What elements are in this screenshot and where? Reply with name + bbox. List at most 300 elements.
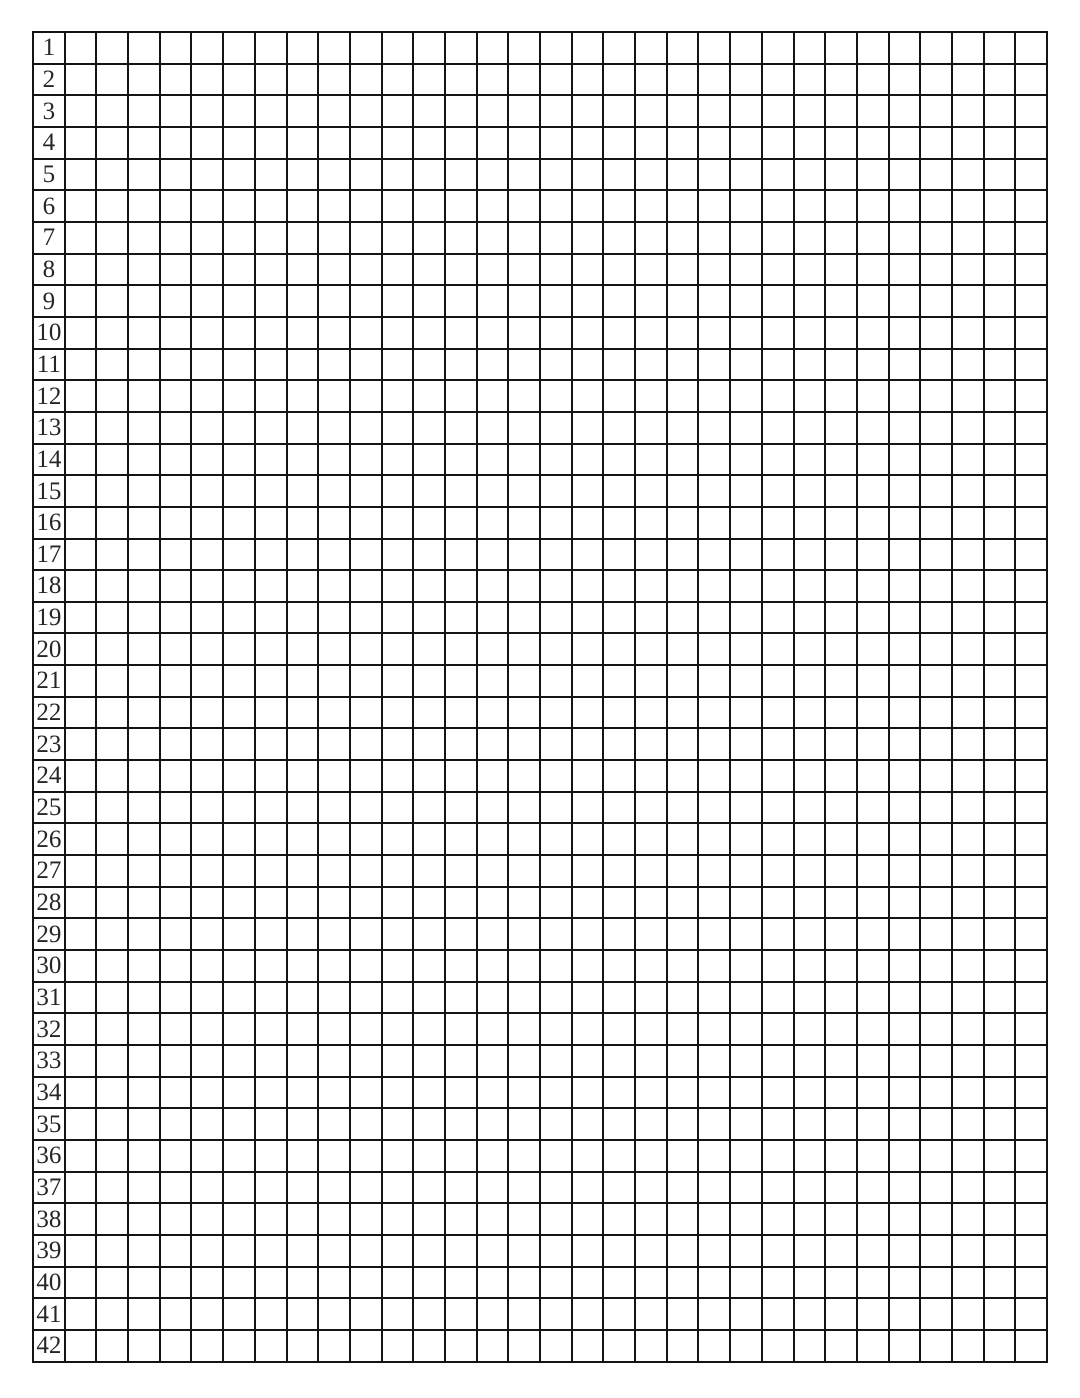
grid-cell [445,285,477,317]
grid-cell [603,317,635,349]
grid-cell [825,760,857,792]
grid-cell [96,95,128,127]
grid-cell [635,380,667,412]
grid-cell [984,855,1016,887]
grid-cell [952,507,984,539]
grid-cell [540,760,572,792]
grid-cell [635,222,667,254]
grid-cell [540,1108,572,1140]
grid-cell [413,159,445,191]
grid-cell [857,64,889,96]
grid-cell [508,823,540,855]
grid-cell [667,1172,699,1204]
grid-cell [825,570,857,602]
grid-cell [128,317,160,349]
grid-cell [603,697,635,729]
grid-cell [762,982,794,1014]
grid-cell [889,1267,921,1299]
grid-cell [318,222,350,254]
grid-cell [65,254,97,286]
grid-cell [603,823,635,855]
grid-cell [667,855,699,887]
grid-cell [984,1203,1016,1235]
grid-cell [889,633,921,665]
grid-cell [128,380,160,412]
grid-cell [160,855,192,887]
grid-cell [508,254,540,286]
grid-cell [287,982,319,1014]
grid-cell [540,950,572,982]
grid-cell [445,602,477,634]
grid-cell [382,982,414,1014]
grid-cell [889,728,921,760]
grid-cell [445,1045,477,1077]
grid-cell [508,190,540,222]
grid-cell [191,570,223,602]
grid-cell [540,475,572,507]
grid-cell [857,823,889,855]
grid-cell [730,32,762,64]
grid-cell [223,1077,255,1109]
grid-cell [952,159,984,191]
grid-cell [857,792,889,824]
grid-cell [1015,190,1047,222]
grid-row [33,127,1047,159]
grid-cell [191,95,223,127]
grid-cell [857,95,889,127]
grid-cell [920,1330,952,1362]
grid-cell [382,887,414,919]
grid-cell [920,349,952,381]
grid-cell [350,1203,382,1235]
grid-cell [1015,127,1047,159]
grid-cell [794,64,826,96]
grid-cell [508,918,540,950]
grid-cell [191,349,223,381]
grid-cell [128,1045,160,1077]
grid-cell [635,633,667,665]
grid-cell [350,507,382,539]
grid-cell [65,823,97,855]
grid-cell [160,887,192,919]
grid-cell [160,1013,192,1045]
grid-cell [191,1235,223,1267]
grid-cell [857,539,889,571]
grid-cell [65,633,97,665]
grid-cell [762,1330,794,1362]
grid-cell [318,1235,350,1267]
grid-cell [318,1013,350,1045]
grid-cell [160,570,192,602]
grid-cell [540,665,572,697]
grid-cell [635,1077,667,1109]
grid-cell [382,1298,414,1330]
grid-cell [572,380,604,412]
grid-cell [191,633,223,665]
grid-cell [667,633,699,665]
grid-cell [128,1267,160,1299]
row-number-cell: 18 [33,570,65,602]
grid-cell [603,1330,635,1362]
grid-cell [477,412,509,444]
grid-cell [857,1298,889,1330]
row-number-cell: 35 [33,1108,65,1140]
grid-cell [889,823,921,855]
grid-cell [96,539,128,571]
grid-cell [1015,602,1047,634]
grid-cell [730,1045,762,1077]
grid-cell [160,1077,192,1109]
row-number-cell: 39 [33,1235,65,1267]
grid-cell [603,950,635,982]
grid-cell [889,349,921,381]
grid-cell [572,1172,604,1204]
row-number-cell: 38 [33,1203,65,1235]
grid-cell [160,475,192,507]
grid-cell [603,665,635,697]
grid-cell [191,222,223,254]
grid-cell [445,32,477,64]
grid-cell [984,1108,1016,1140]
grid-cell [287,1235,319,1267]
grid-cell [572,1045,604,1077]
grid-cell [382,633,414,665]
grid-cell [889,1330,921,1362]
grid-cell [191,982,223,1014]
grid-cell [128,760,160,792]
grid-cell [96,823,128,855]
grid-cell [477,254,509,286]
grid-cell [794,665,826,697]
grid-cell [318,254,350,286]
grid-cell [984,254,1016,286]
grid-cell [508,887,540,919]
grid-cell [730,760,762,792]
grid-cell [413,285,445,317]
grid-cell [413,1108,445,1140]
row-number-cell: 13 [33,412,65,444]
grid-cell [540,792,572,824]
grid-cell [762,190,794,222]
grid-cell [667,64,699,96]
grid-cell [920,444,952,476]
grid-cell [1015,697,1047,729]
row-number-cell: 30 [33,950,65,982]
grid-cell [730,697,762,729]
grid-cell [857,127,889,159]
grid-cell [160,950,192,982]
grid-cell [508,760,540,792]
grid-cell [445,1203,477,1235]
grid-cell [920,1140,952,1172]
grid-cell [762,127,794,159]
grid-cell [635,285,667,317]
grid-cell [160,32,192,64]
grid-cell [508,1298,540,1330]
grid-cell [825,412,857,444]
grid-cell [191,1203,223,1235]
grid-cell [382,32,414,64]
grid-row [33,1235,1047,1267]
grid-cell [952,1298,984,1330]
grid-cell [65,64,97,96]
grid-cell [762,380,794,412]
grid-cell [603,380,635,412]
grid-cell [255,1330,287,1362]
grid-cell [698,32,730,64]
grid-cell [413,1298,445,1330]
grid-cell [413,1140,445,1172]
grid-cell [65,1140,97,1172]
grid-cell [160,380,192,412]
grid-cell [287,380,319,412]
grid-cell [96,190,128,222]
grid-cell [762,760,794,792]
grid-cell [540,32,572,64]
grid-cell [508,159,540,191]
grid-cell [191,792,223,824]
grid-cell [1015,412,1047,444]
grid-cell [287,1140,319,1172]
grid-cell [508,1013,540,1045]
grid-cell [191,887,223,919]
grid-cell [952,887,984,919]
grid-cell [128,127,160,159]
grid-cell [889,1298,921,1330]
grid-cell [1015,1330,1047,1362]
grid-cell [794,32,826,64]
grid-cell [667,1298,699,1330]
grid-cell [1015,760,1047,792]
grid-cell [572,1108,604,1140]
grid-cell [667,728,699,760]
grid-cell [191,32,223,64]
grid-cell [984,380,1016,412]
grid-cell [191,760,223,792]
grid-cell [318,539,350,571]
grid-cell [920,665,952,697]
grid-cell [255,602,287,634]
grid-cell [255,285,287,317]
grid-cell [984,412,1016,444]
grid-row [33,317,1047,349]
grid-cell [160,127,192,159]
grid-cell [65,665,97,697]
grid-cell [350,159,382,191]
grid-cell [698,918,730,950]
grid-cell [413,823,445,855]
grid-cell [255,412,287,444]
grid-cell [65,760,97,792]
grid-cell [382,1330,414,1362]
row-number-cell: 34 [33,1077,65,1109]
grid-cell [191,1298,223,1330]
grid-cell [572,1013,604,1045]
grid-cell [857,159,889,191]
grid-cell [667,982,699,1014]
grid-cell [508,1077,540,1109]
grid-cell [223,380,255,412]
grid-cell [413,1045,445,1077]
grid-cell [540,507,572,539]
grid-cell [318,697,350,729]
grid-cell [635,190,667,222]
grid-cell [477,1108,509,1140]
grid-cell [477,1013,509,1045]
grid-cell [160,539,192,571]
grid-cell [96,602,128,634]
grid-cell [382,507,414,539]
grid-cell [794,190,826,222]
grid-cell [572,127,604,159]
grid-cell [730,792,762,824]
grid-cell [445,887,477,919]
grid-cell [96,1077,128,1109]
grid-row [33,1108,1047,1140]
grid-cell [128,190,160,222]
grid-cell [287,539,319,571]
grid-row [33,1203,1047,1235]
grid-cell [572,159,604,191]
grid-cell [667,32,699,64]
grid-cell [603,1045,635,1077]
grid-cell [223,855,255,887]
grid-cell [540,823,572,855]
grid-cell [920,285,952,317]
grid-cell [96,1298,128,1330]
grid-cell [508,349,540,381]
row-number-cell: 21 [33,665,65,697]
grid-cell [1015,918,1047,950]
grid-cell [382,254,414,286]
grid-cell [857,349,889,381]
grid-cell [920,823,952,855]
grid-cell [730,1077,762,1109]
grid-cell [96,32,128,64]
grid-row [33,855,1047,887]
grid-cell [667,190,699,222]
grid-cell [413,127,445,159]
grid-cell [952,95,984,127]
grid-cell [762,855,794,887]
grid-cell [318,1045,350,1077]
grid-cell [889,380,921,412]
grid-cell [1015,1172,1047,1204]
grid-cell [698,127,730,159]
grid-cell [287,1172,319,1204]
grid-cell [635,95,667,127]
grid-row [33,792,1047,824]
grid-cell [128,1298,160,1330]
grid-cell [508,507,540,539]
grid-cell [1015,1140,1047,1172]
grid-cell [65,1013,97,1045]
grid-cell [667,1077,699,1109]
grid-cell [984,1172,1016,1204]
grid-cell [287,697,319,729]
grid-cell [889,570,921,602]
grid-cell [65,317,97,349]
grid-cell [445,539,477,571]
grid-cell [889,697,921,729]
grid-cell [191,950,223,982]
grid-cell [730,285,762,317]
grid-cell [825,1330,857,1362]
grid-cell [128,1330,160,1362]
row-number-cell: 33 [33,1045,65,1077]
grid-cell [318,665,350,697]
grid-cell [508,982,540,1014]
grid-cell [128,982,160,1014]
grid-cell [223,665,255,697]
grid-cell [540,444,572,476]
grid-cell [889,760,921,792]
grid-cell [318,412,350,444]
grid-cell [635,539,667,571]
grid-cell [698,602,730,634]
grid-cell [730,64,762,96]
grid-cell [160,728,192,760]
grid-cell [96,349,128,381]
grid-cell [508,1172,540,1204]
grid-cell [191,602,223,634]
grid-cell [508,285,540,317]
row-number-cell: 19 [33,602,65,634]
grid-cell [1015,1267,1047,1299]
grid-cell [508,1045,540,1077]
grid-cell [603,887,635,919]
grid-cell [445,855,477,887]
row-number-cell: 10 [33,317,65,349]
grid-row [33,475,1047,507]
grid-cell [730,1140,762,1172]
grid-cell [318,823,350,855]
grid-cell [160,64,192,96]
grid-cell [318,317,350,349]
grid-cell [762,285,794,317]
grid-cell [540,633,572,665]
grid-cell [762,349,794,381]
grid-row [33,190,1047,222]
grid-cell [794,918,826,950]
grid-cell [382,222,414,254]
grid-cell [350,1077,382,1109]
grid-cell [730,1172,762,1204]
grid-cell [794,633,826,665]
grid-cell [952,570,984,602]
grid-cell [857,665,889,697]
grid-cell [318,1172,350,1204]
grid-cell [160,444,192,476]
grid-cell [667,285,699,317]
grid-cell [223,285,255,317]
grid-cell [508,64,540,96]
grid-cell [128,602,160,634]
grid-cell [350,380,382,412]
grid-cell [350,602,382,634]
grid-cell [794,1267,826,1299]
grid-cell [96,918,128,950]
grid-cell [255,1235,287,1267]
grid-cell [889,602,921,634]
grid-cell [255,1267,287,1299]
grid-cell [667,159,699,191]
grid-cell [698,190,730,222]
grid-cell [984,1077,1016,1109]
grid-cell [413,317,445,349]
grid-cell [794,570,826,602]
grid-cell [825,1203,857,1235]
